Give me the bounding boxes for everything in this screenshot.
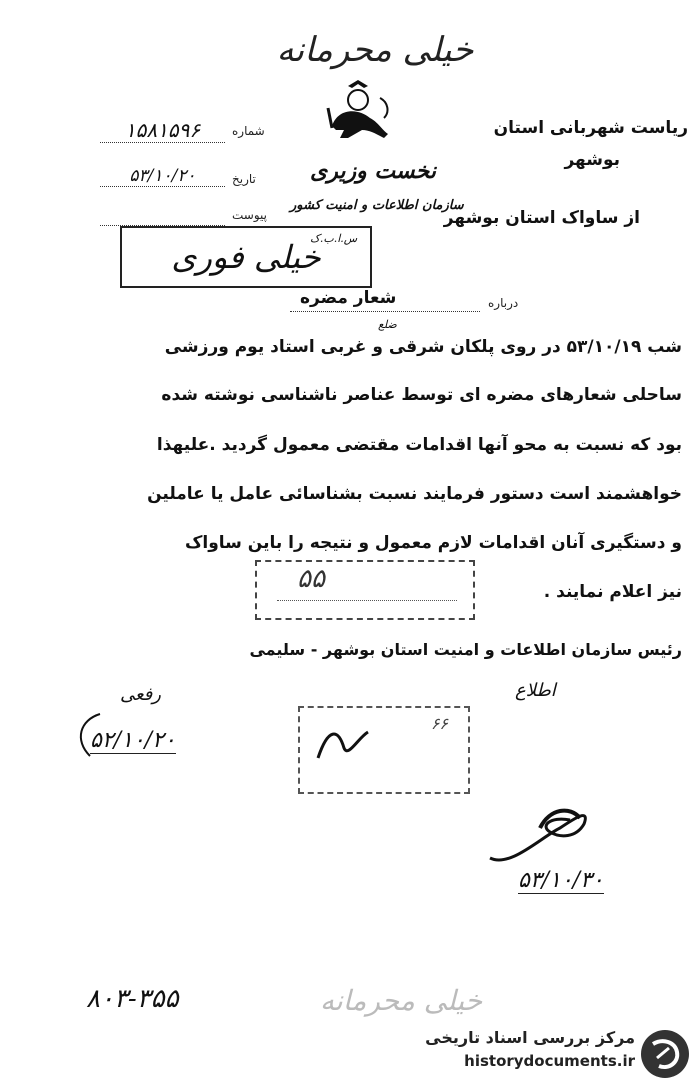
body-line-1: شب ۵۳/۱۰/۱۹ در روی پلکان شرقی و غربی استاد یوم ورزشی bbox=[164, 337, 682, 357]
body-line-5: و دستگیری آنان اقدامات لازم معمول و نتیجه را باین ساواک bbox=[184, 533, 682, 553]
attachment-label: پیوست bbox=[232, 208, 267, 222]
left-handwritten-date: ۵۲/۱۰/۲۰ bbox=[90, 728, 176, 753]
subject-value: شعار مضره bbox=[300, 288, 397, 308]
right-handwritten-word: اطلاع bbox=[515, 680, 556, 701]
watermark bbox=[410, 1026, 695, 1082]
classification-heading: خیلی محرمانه bbox=[276, 30, 474, 70]
body-line-6: نیز اعلام نمایند . bbox=[543, 582, 682, 602]
center-stamp-scribble bbox=[277, 600, 457, 601]
office-initials: س.ا.ب.ک bbox=[310, 232, 358, 245]
left-note-stroke bbox=[70, 710, 110, 764]
number-label: شماره bbox=[232, 124, 265, 138]
watermark-line-2: historydocuments.ir bbox=[464, 1052, 635, 1070]
watermark-line-1: مرکز بررسی اسناد تاریخی bbox=[425, 1028, 635, 1047]
recipient-line-2: بوشهر bbox=[564, 150, 620, 170]
lower-stamp bbox=[298, 706, 470, 794]
number-value: ۱۵۸۱۵۹۶ bbox=[100, 118, 225, 143]
date-value: ۵۳/۱۰/۲۰ bbox=[100, 166, 225, 187]
bottom-faint-stamp: خیلی محرمانه bbox=[320, 984, 483, 1017]
organization-title: سازمان اطلاعات و امنیت کشور bbox=[290, 198, 464, 213]
watermark-logo-icon bbox=[639, 1028, 691, 1084]
date-label: تاریخ bbox=[232, 172, 256, 186]
urgent-stamp-text: خیلی فوری bbox=[171, 238, 321, 276]
recipient-line-1: ریاست شهربانی استان bbox=[493, 118, 688, 138]
lower-stamp-value: ۶۶ bbox=[430, 714, 448, 733]
center-stamp bbox=[255, 560, 475, 620]
signature-date: ۵۳/۱۰/۳۰ bbox=[518, 868, 604, 893]
correction-insert: ضلع bbox=[378, 318, 397, 331]
lower-stamp-scribble bbox=[308, 718, 388, 768]
ministry-title: نخست وزیری bbox=[310, 158, 436, 184]
lion-and-sun-emblem bbox=[318, 78, 398, 148]
left-handwritten-word: رفعی bbox=[120, 684, 161, 705]
body-line-3: بود که نسبت به محو آنها اقدامات مقتضی معمول گردید .علیهذا bbox=[156, 435, 682, 455]
signature-line: رئیس سازمان اطلاعات و امنیت استان بوشهر - سلیمی bbox=[249, 640, 682, 659]
urgent-stamp bbox=[120, 226, 372, 288]
center-stamp-value: ۵۵ bbox=[297, 564, 325, 594]
from-line: از ساواک استان بوشهر bbox=[443, 208, 640, 228]
bottom-number: ۸۰۳-۳۵۵ bbox=[86, 984, 179, 1014]
body-line-4: خواهشمند است دستور فرمایند نسبت بشناسائی عامل یا عاملین bbox=[147, 484, 682, 504]
subject-label: درباره bbox=[488, 296, 519, 310]
subject-dotted-line bbox=[290, 310, 480, 312]
body-line-2: ساحلی شعارهای مضره ای توسط عناصر ناشناسی نوشته شده bbox=[161, 385, 682, 405]
